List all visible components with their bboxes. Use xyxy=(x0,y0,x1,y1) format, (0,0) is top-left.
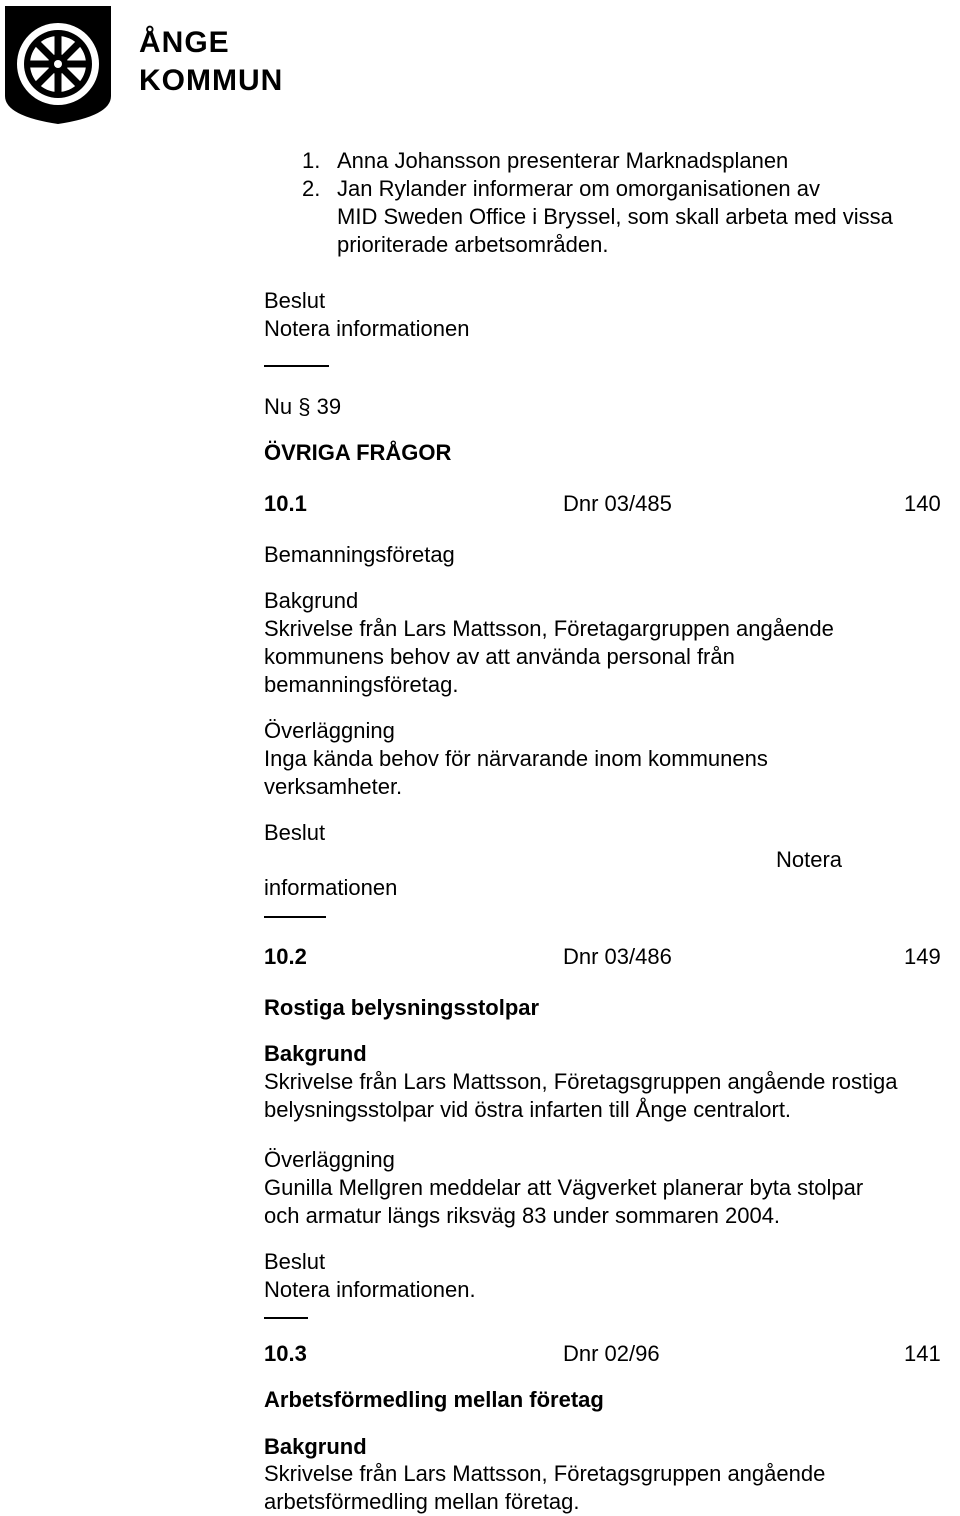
bakgrund-text: Skrivelse från Lars Mattsson, Företagargruppen angående xyxy=(264,616,834,641)
item-number: 10.3 xyxy=(264,1341,307,1366)
overlaggning-label: Överläggning xyxy=(264,718,395,743)
page-number: 149 xyxy=(904,944,941,969)
item-number: 10.2 xyxy=(264,944,307,969)
list-item-text: Anna Johansson presenterar Marknadsplanen xyxy=(337,148,789,173)
beslut-label: Beslut xyxy=(264,1249,326,1274)
logo-text-line1: ÅNGE xyxy=(139,26,230,59)
bakgrund-text: arbetsförmedling mellan företag. xyxy=(264,1489,580,1514)
page-number: 141 xyxy=(904,1341,941,1366)
paragraph-ref: Nu § 39 xyxy=(264,394,342,419)
beslut-text: Notera xyxy=(776,847,843,872)
bakgrund-text: kommunens behov av att använda personal från xyxy=(264,644,735,669)
bakgrund-label: Bakgrund xyxy=(264,1434,367,1459)
dnr-number: Dnr 03/486 xyxy=(563,944,672,969)
dnr-number: Dnr 02/96 xyxy=(563,1341,660,1366)
list-item-text: Jan Rylander informerar om omorganisationen av xyxy=(337,176,821,201)
dnr-number: Dnr 03/485 xyxy=(563,491,672,516)
item-number: 10.1 xyxy=(264,491,307,516)
list-item-text: MID Sweden Office i Bryssel, som skall arbeta med vissa xyxy=(337,204,893,229)
section-divider xyxy=(264,916,326,918)
beslut-text: informationen xyxy=(264,875,398,900)
overlaggning-text: Gunilla Mellgren meddelar att Vägverket planerar byta stolpar xyxy=(264,1175,864,1200)
bakgrund-text: belysningsstolpar vid östra infarten till Ånge centralort. xyxy=(264,1097,792,1122)
section-divider xyxy=(264,365,329,367)
item-title: Arbetsförmedling mellan företag xyxy=(264,1387,604,1412)
list-item-text: prioriterade arbetsområden. xyxy=(337,232,609,257)
list-item-number: 1. xyxy=(302,148,321,173)
page-number: 140 xyxy=(904,491,941,516)
overlaggning-text: och armatur längs riksväg 83 under sommaren 2004. xyxy=(264,1203,781,1228)
bakgrund-text: Skrivelse från Lars Mattsson, Företagsgruppen angående rostiga xyxy=(264,1069,898,1094)
ange-kommun-logo xyxy=(3,4,113,126)
section-divider xyxy=(264,1317,308,1319)
bakgrund-text: bemanningsföretag. xyxy=(264,672,459,697)
beslut-text: Notera informationen. xyxy=(264,1277,476,1302)
overlaggning-text: Inga kända behov för närvarande inom kommunens xyxy=(264,746,768,771)
item-title: Rostiga belysningsstolpar xyxy=(264,995,540,1020)
beslut-label: Beslut xyxy=(264,288,326,313)
bakgrund-text: Skrivelse från Lars Mattsson, Företagsgruppen angående xyxy=(264,1461,826,1486)
bakgrund-label: Bakgrund xyxy=(264,1041,367,1066)
list-item-number: 2. xyxy=(302,176,321,201)
bakgrund-label: Bakgrund xyxy=(264,588,359,613)
beslut-label: Beslut xyxy=(264,820,326,845)
beslut-text: Notera informationen xyxy=(264,316,470,341)
overlaggning-label: Överläggning xyxy=(264,1147,395,1172)
overlaggning-text: verksamheter. xyxy=(264,774,403,799)
logo-text-line2: KOMMUN xyxy=(139,64,284,97)
item-title: Bemanningsföretag xyxy=(264,542,455,567)
section-heading: ÖVRIGA FRÅGOR xyxy=(264,440,452,465)
